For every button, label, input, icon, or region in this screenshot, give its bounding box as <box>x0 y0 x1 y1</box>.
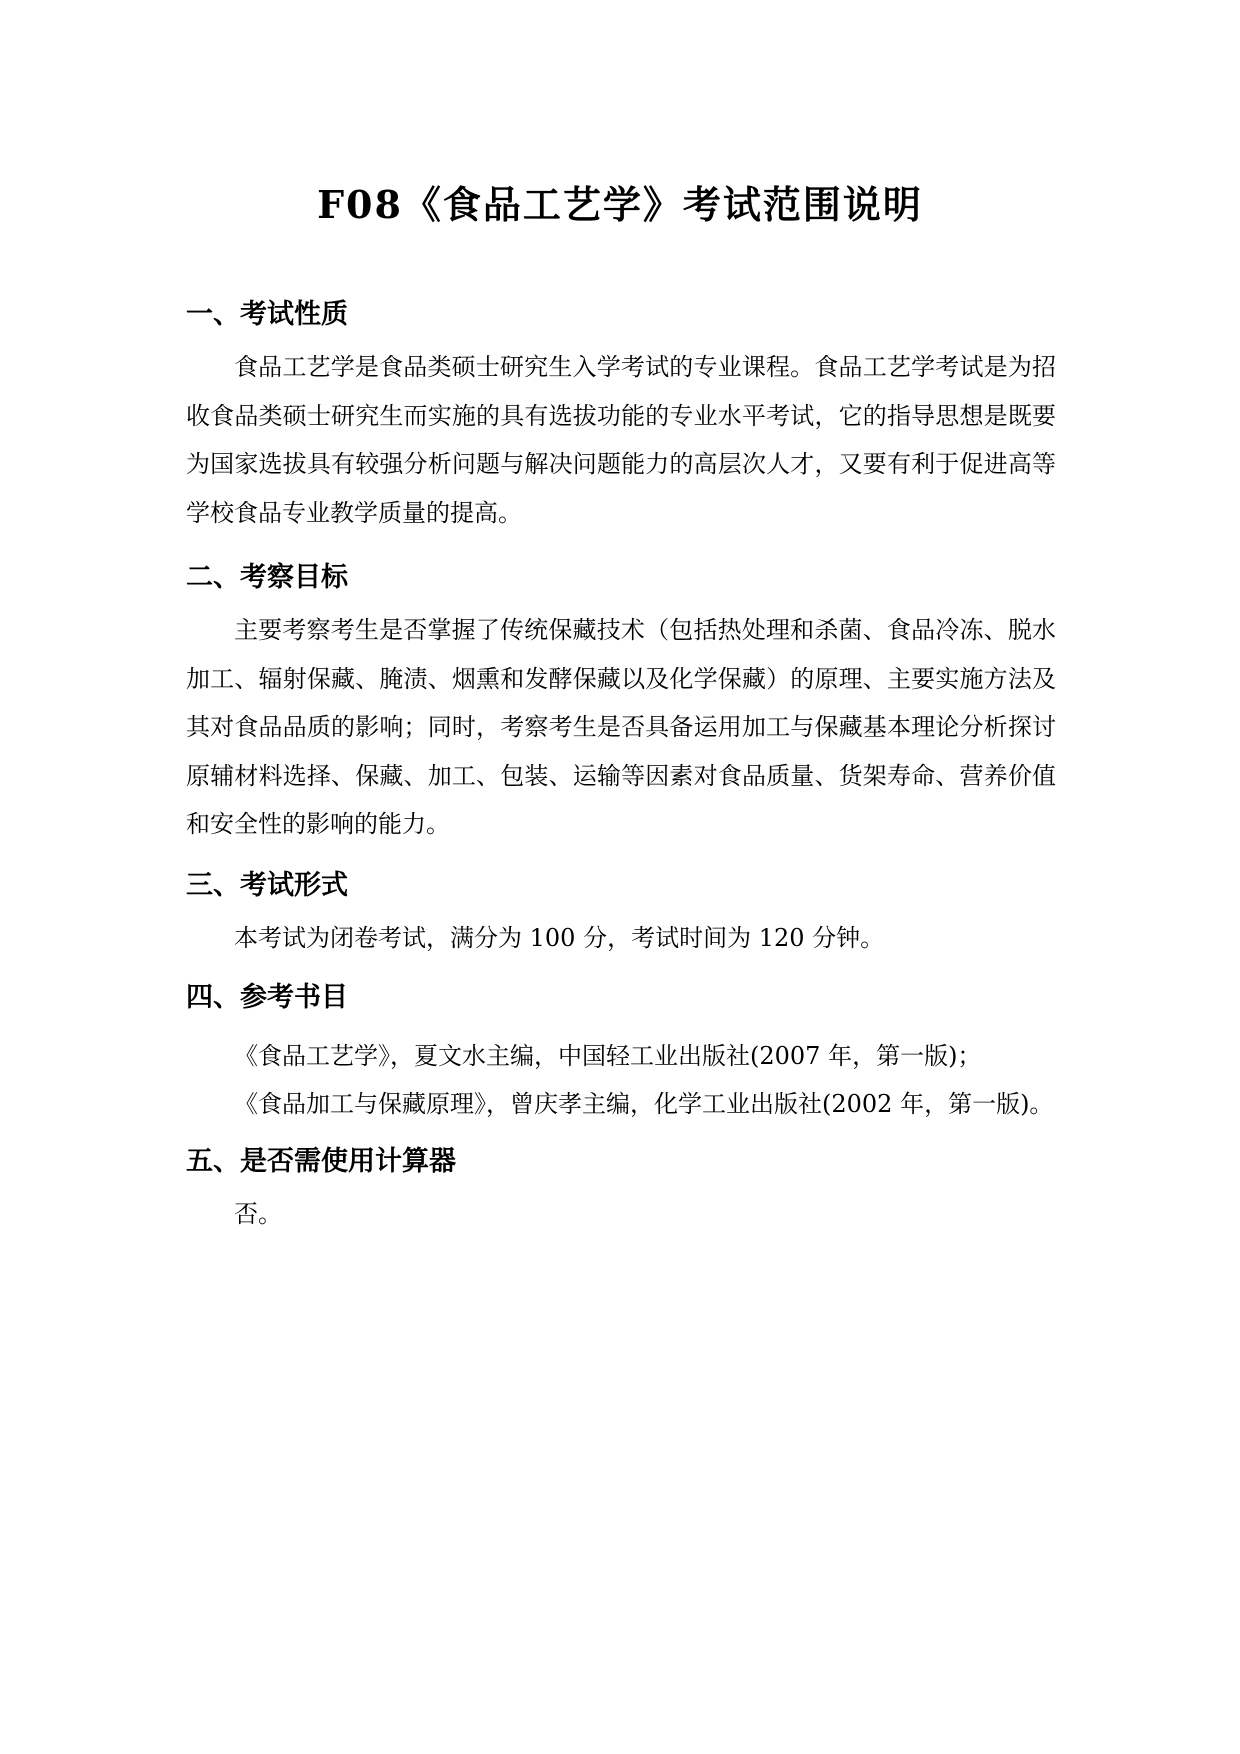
section-calculator-use <box>186 1142 1056 1238</box>
section-paragraph: 主要考察考生是否掌握了传统保藏技术（包括热处理和杀菌、食品冷冻、脱水加工、辐射保藏、腌渍、烟熏和发酵保藏以及化学保藏）的原理、主要实施方法及其对食品品质的影响；同时，考察考生是否具备运用加工与保藏基本理论分析探讨原辅材料选择、保藏、加工、包装、运输等因素对食品质量、货架寿命、营养价值和安全性的影响的能力。 <box>186 616 1056 838</box>
document-title: F08《食品工艺学》考试范围说明 <box>317 182 923 228</box>
section-heading: 一、考试性质 <box>186 299 348 330</box>
section-heading: 四、参考书目 <box>186 982 348 1013</box>
reference-book-item: 《食品加工与保藏原理》，曾庆孝主编，化学工业出版社(2002 年，第一版)。 <box>234 1090 1054 1118</box>
section-heading: 二、考察目标 <box>186 562 348 593</box>
section-exam-nature <box>186 295 1056 537</box>
reference-book-item: 《食品工艺学》，夏文水主编，中国轻工业出版社(2007 年，第一版)； <box>234 1042 982 1070</box>
section-line: 本考试为闭卷考试，满分为 100 分，考试时间为 120 分钟。 <box>234 924 885 952</box>
section-heading: 三、考试形式 <box>186 870 348 901</box>
section-reference-books <box>186 978 1056 1128</box>
section-exam-format <box>186 866 1056 962</box>
section-line: 否。 <box>234 1200 282 1228</box>
section-paragraph: 食品工艺学是食品类硕士研究生入学考试的专业课程。食品工艺学考试是为招收食品类硕士研究生而实施的具有选拔功能的专业水平考试，它的指导思想是既要为国家选拔具有较强分析问题与解决问题能力的高层次人才，又要有利于促进高等学校食品专业教学质量的提高。 <box>186 353 1056 527</box>
section-exam-objectives <box>186 558 1056 849</box>
section-heading: 五、是否需使用计算器 <box>186 1146 456 1177</box>
